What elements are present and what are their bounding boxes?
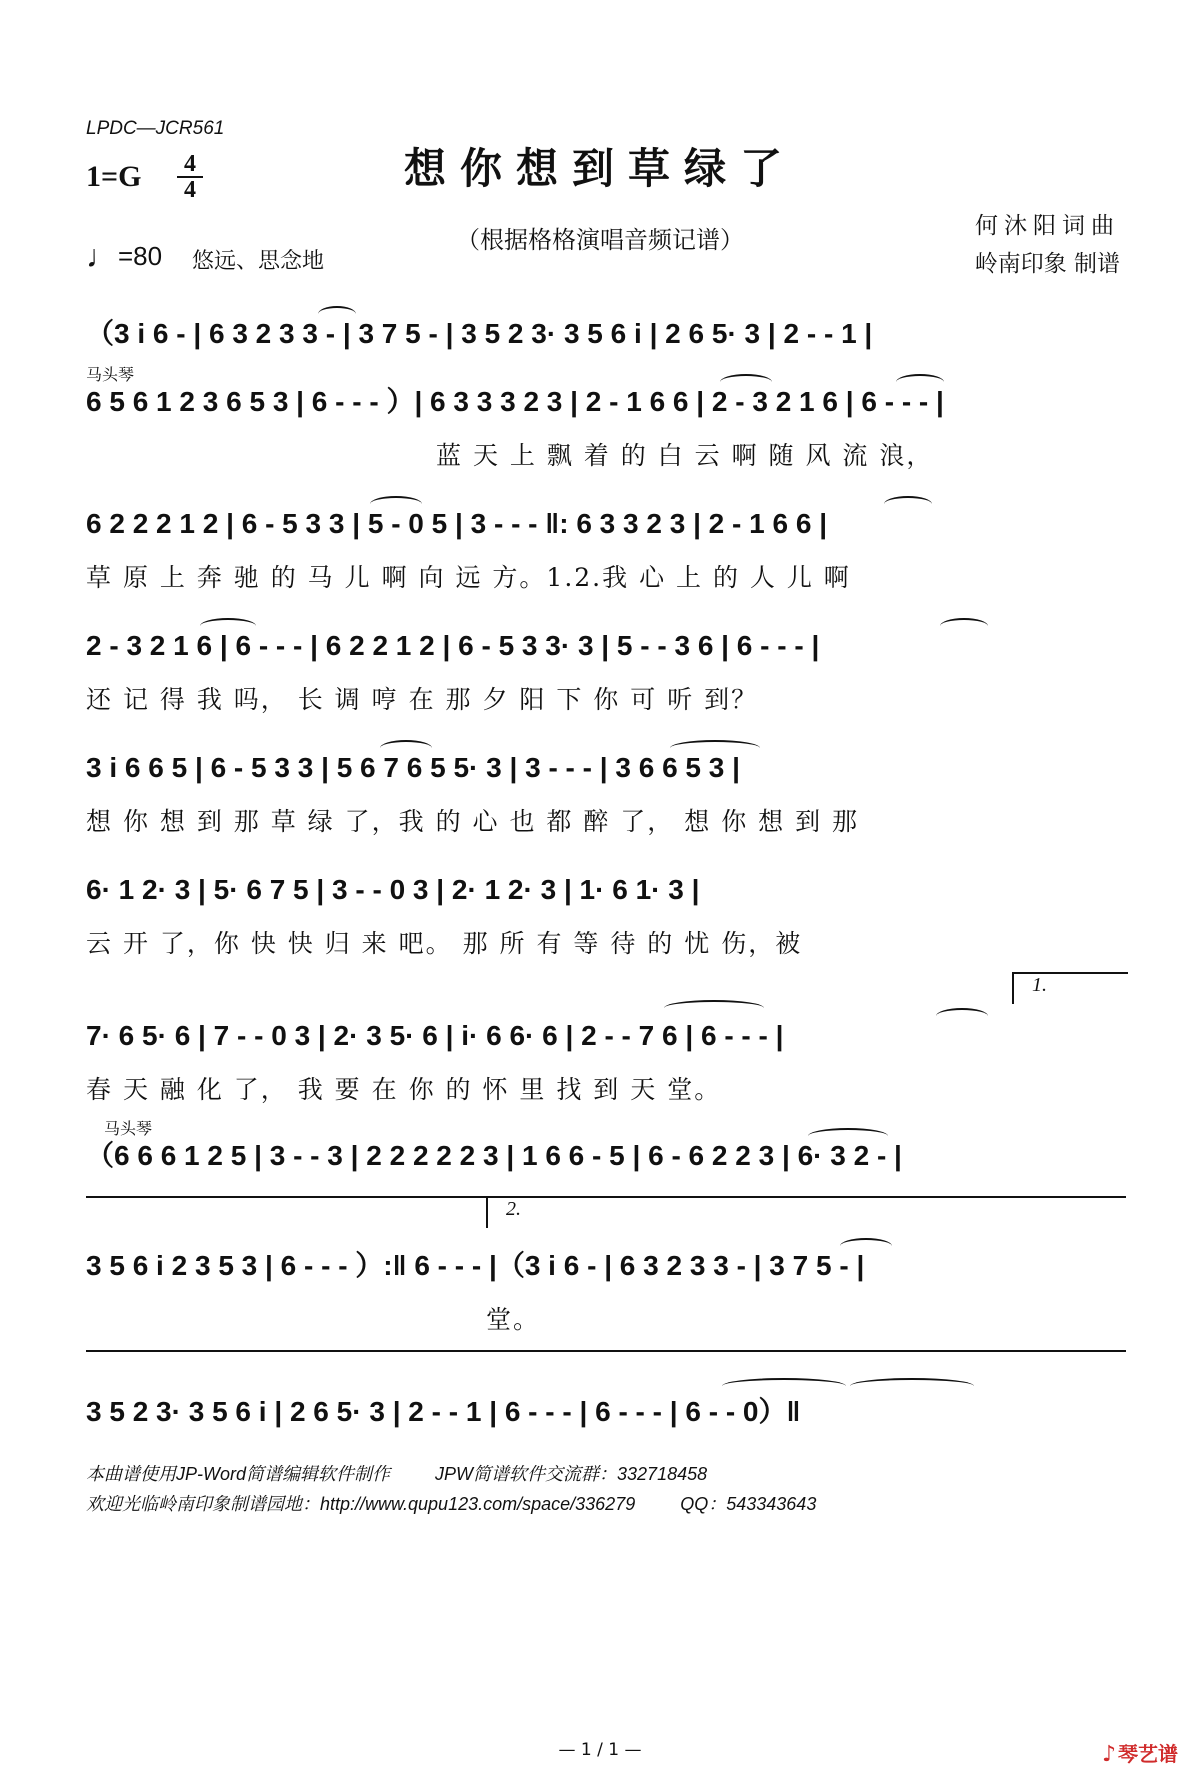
website-credit[interactable]: 欢迎光临岭南印象制谱园地：http://www.qupu123.com/space/336279 xyxy=(86,1494,636,1514)
slur-mark xyxy=(664,1000,764,1016)
lyric-line: 春 天 融 化 了， 我 要 在 你 的 怀 里 找 到 天 堂。 xyxy=(86,1075,722,1104)
slur-mark xyxy=(940,618,988,634)
time-signature-top: 4 xyxy=(184,151,196,177)
instrument-label: 马头琴 xyxy=(104,1119,153,1138)
score-row-9 xyxy=(86,1248,1126,1284)
notation-line: （6 6 6 1 2 5 | 3 - - 3 | 2 2 2 2 2 3 | 1 6 6 - 5 | 6 - 6 2 2 3 | 6· 3 2 - | xyxy=(86,1140,902,1171)
lyric-line: 蓝 天 上 飘 着 的 白 云 啊 随 风 流 浪， xyxy=(436,441,934,470)
notation-line: 6 5 6 1 2 3 6 5 3 | 6 - - - ）| 6 3 3 3 2 3 | 2 - 1 6 6 | 2 - 3 2 1 6 | 6 - - - | xyxy=(86,386,944,417)
notation-line: 2 - 3 2 1 6 | 6 - - - | 6 2 2 1 2 | 6 - 5 3 3· 3 | 5 - - 3 6 | 6 - - - | xyxy=(86,630,820,661)
slur-mark xyxy=(722,1378,846,1394)
system-divider xyxy=(86,1350,1126,1352)
instrument-label: 马头琴 xyxy=(86,365,135,384)
lyric-line: 云 开 了，你 快 快 归 来 吧。 那 所 有 等 待 的 忧 伤，被 xyxy=(86,929,803,958)
score-row-8 xyxy=(86,1138,1126,1174)
key-signature: 1=G xyxy=(86,160,142,193)
music-logo-icon: ♪ xyxy=(1101,1742,1116,1767)
score-code: LPDC—JCR561 xyxy=(86,118,225,139)
slur-mark xyxy=(370,496,422,512)
notation-line: 6 2 2 2 1 2 | 6 - 5 3 3 | 5 - 0 5 | 3 - - - ‖: 6 3 3 2 3 | 2 - 1 6 6 | xyxy=(86,508,828,539)
score-row-5 xyxy=(86,750,1126,786)
transcriber-credit: 岭南印象 制谱 xyxy=(974,251,1120,277)
lyric-line: 还 记 得 我 吗， 长 调 哼 在 那 夕 阳 下 你 可 听 到？ xyxy=(86,685,759,714)
quarter-note-icon: ♩ xyxy=(86,238,118,274)
notation-line: 3 i 6 6 5 | 6 - 5 3 3 | 5 6 7 6 5 5· 3 | 3 - - - | 3 6 6 5 3 | xyxy=(86,752,740,783)
notation-line: 7· 6 5· 6 | 7 - - 0 3 | 2· 3 5· 6 | i· 6 6· 6 | 2 - - 7 6 | 6 - - - | xyxy=(86,1020,784,1051)
tempo-value: =80 xyxy=(118,241,163,271)
group-info: JPW简谱软件交流群：332718458 xyxy=(435,1464,708,1484)
footer-line-2 xyxy=(86,1490,816,1516)
lyric-line: 草 原 上 奔 驰 的 马 儿 啊 向 远 方。1.2.我 心 上 的 人 儿 啊 xyxy=(86,563,851,592)
brand-logo xyxy=(1102,1738,1178,1767)
volta-label: 1. xyxy=(1032,974,1047,996)
volta-bracket xyxy=(1012,972,1128,1004)
score-row-1 xyxy=(86,316,1126,352)
slur-mark xyxy=(720,374,772,390)
brand-logo-text: 琴艺谱 xyxy=(1118,1742,1178,1766)
slur-mark xyxy=(200,618,256,634)
notation-line: 3 5 6 i 2 3 5 3 | 6 - - - ）:‖ 6 - - - |（3 i 6 - | 6 3 2 3 3 - | 3 7 5 - | xyxy=(86,1250,865,1281)
song-subtitle: （根据格格演唱音频记谱） xyxy=(456,226,744,254)
slur-mark xyxy=(318,306,356,322)
footer-line-1 xyxy=(86,1460,707,1486)
software-credit: 本曲谱使用JP-Word简谱编辑软件制作 xyxy=(86,1464,391,1484)
notation-line: 6· 1 2· 3 | 5· 6 7 5 | 3 - - 0 3 | 2· 1 2· 3 | 1· 6 1· 3 | xyxy=(86,874,700,905)
slur-mark xyxy=(840,1238,892,1254)
lyric-line: 想 你 想 到 那 草 绿 了，我 的 心 也 都 醉 了， 想 你 想 到 那 xyxy=(86,807,860,836)
page-number: — 1 / 1 — xyxy=(558,1740,642,1760)
time-signature-bottom: 4 xyxy=(184,177,196,203)
slur-mark xyxy=(884,496,932,512)
score-row-3 xyxy=(86,506,1126,542)
slur-mark xyxy=(380,740,432,756)
system-divider xyxy=(86,1196,1126,1198)
volta-bracket xyxy=(486,1196,588,1228)
expression-marking: 悠远、思念地 xyxy=(192,249,325,274)
notation-line: 3 5 2 3· 3 5 6 i | 2 6 5· 3 | 2 - - 1 | 6 - - - | 6 - - - | 6 - - 0）‖ xyxy=(86,1396,801,1427)
composer-credit: 何沐阳词曲 xyxy=(975,213,1120,239)
slur-mark xyxy=(896,374,944,390)
notation-line: （3 i 6 - | 6 3 2 3 3 - | 3 7 5 - | 3 5 2 3· 3 5 6 i | 2 6 5· 3 | 2 - - 1 | xyxy=(86,318,873,349)
slur-mark xyxy=(670,740,760,756)
song-title: 想你想到草绿了 xyxy=(403,144,796,193)
score-row-2 xyxy=(86,384,1126,420)
qq-info: QQ：543343643 xyxy=(680,1494,817,1514)
slur-mark xyxy=(850,1378,974,1394)
lyric-line: 堂。 xyxy=(486,1305,541,1334)
score-row-6 xyxy=(86,872,1126,908)
slur-mark xyxy=(936,1008,988,1024)
score-row-10 xyxy=(86,1394,1126,1430)
slur-mark xyxy=(808,1128,888,1144)
volta-label: 2. xyxy=(506,1198,521,1220)
